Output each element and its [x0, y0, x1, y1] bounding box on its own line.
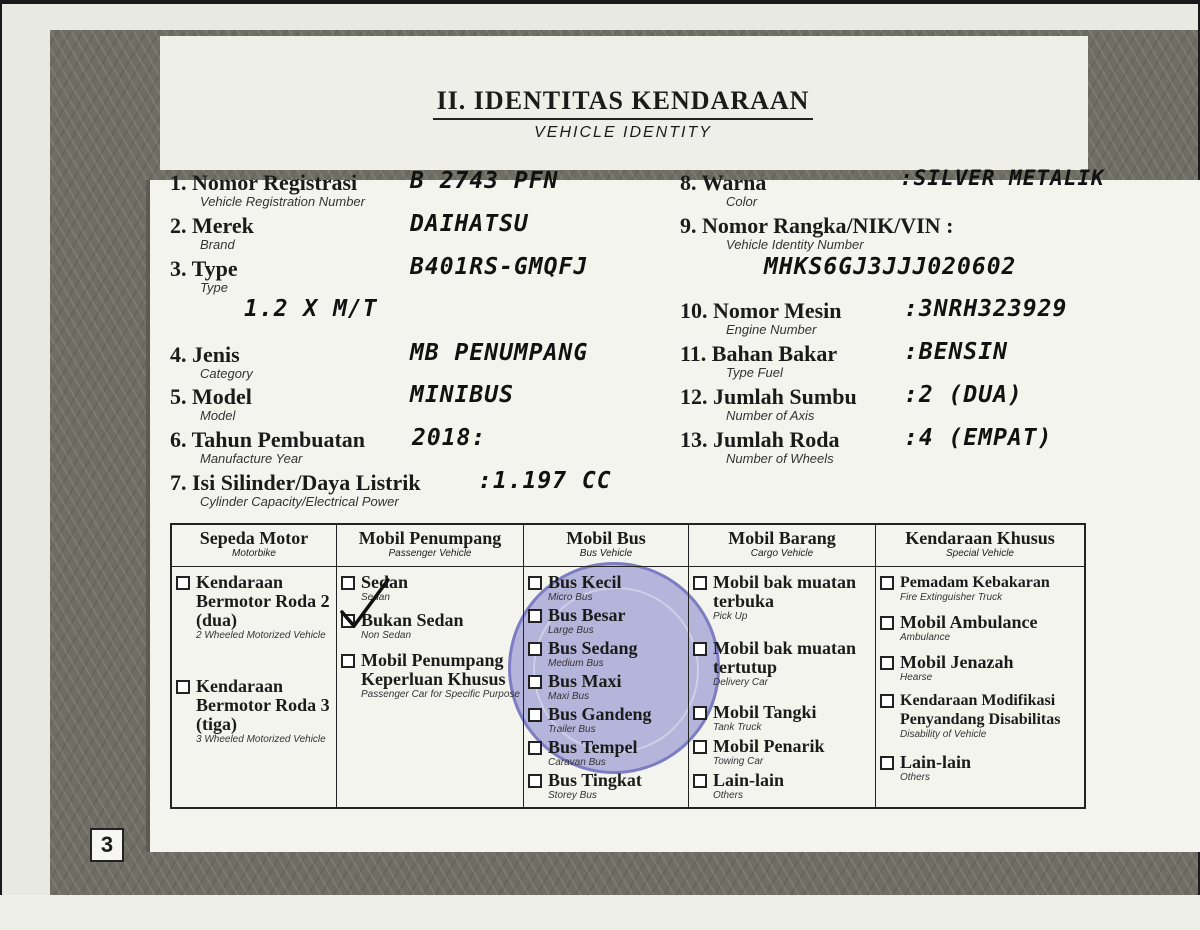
option-label: Mobil Penarik — [713, 736, 825, 756]
field-value-year: 2018: — [412, 425, 487, 451]
checkbox[interactable] — [341, 654, 355, 668]
checkbox[interactable] — [528, 609, 542, 623]
checkbox[interactable] — [880, 694, 894, 708]
field-vin — [680, 213, 953, 239]
option-sublabel: Non Sedan — [361, 630, 412, 641]
option-sublabel: Medium Bus — [548, 658, 604, 669]
option-label: Lain-lain — [900, 752, 972, 772]
option-sublabel: Micro Bus — [548, 592, 593, 603]
option-sublabel: Passenger Car for Specific Purpose — [361, 689, 520, 700]
option-sublabel: 2 Wheeled Motorized Vehicle — [196, 630, 326, 641]
option-label: Bus Gandeng — [548, 704, 652, 724]
category-subtitle: Special Vehicle — [945, 548, 1014, 559]
option-item — [880, 653, 1082, 683]
checkbox[interactable] — [693, 642, 707, 656]
option-item — [528, 573, 686, 603]
category-header — [172, 525, 336, 567]
field-sublabel: Number of Axis — [726, 408, 815, 423]
field-sublabel: Vehicle Registration Number — [200, 194, 365, 209]
field-label: 13. Jumlah Roda — [680, 427, 840, 452]
field-label: 4. Jenis — [170, 342, 240, 367]
checkbox[interactable] — [693, 576, 707, 590]
checkbox[interactable] — [693, 706, 707, 720]
field-engine — [680, 298, 842, 324]
field-sublabel: Type Fuel — [726, 365, 783, 380]
option-sublabel: Ambulance — [900, 632, 951, 643]
checkbox[interactable] — [176, 680, 190, 694]
option-label: Bus Besar — [548, 605, 626, 625]
option-label: Bukan Sedan — [361, 610, 464, 630]
option-label: Bus Maxi — [548, 671, 622, 691]
option-item — [693, 703, 873, 733]
option-label: Bus Sedang — [548, 638, 638, 658]
option-label: Bus Tempel — [548, 737, 638, 757]
option-sublabel: Hearse — [900, 672, 933, 683]
option-label: Mobil bak muatan terbuka — [713, 572, 857, 611]
checkbox[interactable] — [880, 756, 894, 770]
field-sublabel: Manufacture Year — [200, 451, 303, 466]
section-heading — [418, 86, 828, 142]
field-sublabel: Model — [200, 408, 236, 423]
field-registration — [170, 170, 357, 196]
option-sublabel: Sedan — [361, 592, 390, 603]
field-label: 1. Nomor Registrasi — [170, 170, 358, 195]
option-item — [528, 771, 686, 801]
category-title: Sepeda Motor — [199, 528, 309, 548]
field-value-fuel: :BENSIN — [904, 339, 1008, 365]
option-sublabel: 3 Wheeled Motorized Vehicle — [196, 734, 326, 745]
option-sublabel: Large Bus — [548, 625, 594, 636]
option-item — [528, 705, 686, 735]
vehicle-category-table — [170, 523, 1086, 809]
section-subtitle: VEHICLE IDENTITY — [534, 124, 712, 141]
section-title: II. IDENTITAS KENDARAAN — [433, 86, 814, 120]
option-sublabel: Maxi Bus — [548, 691, 590, 702]
field-year — [170, 427, 365, 453]
option-item — [528, 672, 686, 702]
option-sublabel: Disability of Vehicle — [900, 729, 987, 740]
option-label: Lain-lain — [713, 770, 785, 790]
field-value-brand: DAIHATSU — [410, 211, 529, 237]
option-label: Bus Kecil — [548, 572, 622, 592]
field-sublabel: Type — [200, 280, 228, 295]
category-subtitle: Bus Vehicle — [579, 548, 633, 559]
option-label: Mobil Jenazah — [900, 652, 1014, 672]
option-item — [176, 573, 334, 641]
field-type — [170, 256, 238, 282]
field-label: 11. Bahan Bakar — [680, 341, 838, 366]
option-sublabel: Fire Extinguisher Truck — [900, 592, 1003, 603]
category-subtitle: Passenger Vehicle — [388, 548, 472, 559]
field-label: 12. Jumlah Sumbu — [680, 384, 857, 409]
field-value-type-variant: 1.2 X M/T — [244, 296, 378, 322]
checkbox[interactable] — [528, 675, 542, 689]
checkbox[interactable] — [528, 576, 542, 590]
option-sublabel: Storey Bus — [548, 790, 597, 801]
category-column-motorbike — [172, 525, 337, 807]
field-sublabel: Color — [726, 194, 758, 209]
field-label: 9. Nomor Rangka/NIK/VIN : — [680, 213, 954, 238]
field-value-engine: :3NRH323929 — [904, 296, 1068, 322]
option-sublabel: Pick Up — [713, 611, 748, 622]
checkbox[interactable] — [693, 774, 707, 788]
option-item — [528, 738, 686, 768]
field-value-registration: B 2743 PFN — [410, 168, 559, 194]
category-subtitle: Motorbike — [232, 548, 276, 559]
option-item — [880, 613, 1082, 643]
option-sublabel: Towing Car — [713, 756, 764, 767]
option-sublabel: Tank Truck — [713, 722, 762, 733]
field-axis — [680, 384, 857, 410]
field-sublabel: Category — [200, 366, 253, 381]
category-title: Mobil Bus — [566, 528, 646, 548]
category-header — [337, 525, 523, 567]
option-sublabel: Others — [713, 790, 744, 801]
category-header — [876, 525, 1084, 567]
option-item — [693, 771, 873, 801]
field-label: 2. Merek — [170, 213, 254, 238]
checkbox[interactable] — [176, 576, 190, 590]
option-item — [693, 737, 873, 767]
bottom-edge — [0, 895, 1200, 930]
field-color — [680, 170, 766, 196]
checkbox[interactable] — [528, 774, 542, 788]
option-sublabel: Trailer Bus — [548, 724, 596, 735]
category-header — [524, 525, 688, 567]
field-cylinder — [170, 470, 421, 496]
checkbox[interactable] — [528, 642, 542, 656]
checkbox[interactable] — [880, 576, 894, 590]
category-title: Mobil Barang — [728, 528, 836, 548]
option-item — [880, 753, 1082, 783]
category-column-bus — [524, 525, 689, 807]
field-label: 8. Warna — [680, 170, 767, 195]
field-label: 5. Model — [170, 384, 252, 409]
category-column-special — [876, 525, 1084, 807]
field-value-model: MINIBUS — [410, 382, 514, 408]
field-value-type: B401RS-GMQFJ — [410, 254, 589, 280]
option-label: Kendaraan Modifikasi Penyandang Disabilitas — [900, 692, 1061, 728]
field-category — [170, 342, 240, 368]
option-label: Mobil bak muatan tertutup — [713, 638, 857, 677]
category-title: Kendaraan Khusus — [905, 528, 1055, 548]
option-label: Pemadam Kebakaran — [900, 574, 1050, 591]
checkbox[interactable] — [528, 741, 542, 755]
option-item — [880, 691, 1082, 740]
field-value-axis: :2 (DUA) — [904, 382, 1023, 408]
field-sublabel: Number of Wheels — [726, 451, 834, 466]
checkmark-icon — [336, 574, 396, 634]
field-sublabel: Vehicle Identity Number — [726, 237, 864, 252]
option-label: Sedan — [361, 572, 409, 592]
checkbox[interactable] — [528, 708, 542, 722]
option-label: Kendaraan Bermotor Roda 2 (dua) — [196, 572, 330, 630]
field-value-color: :SILVER METALIK — [900, 166, 1105, 190]
category-header — [689, 525, 875, 567]
field-label: 6. Tahun Pembuatan — [170, 427, 366, 452]
field-value-vin: MHKS6GJ3JJJ020602 — [764, 254, 1017, 280]
option-label: Bus Tingkat — [548, 770, 642, 790]
field-label: 7. Isi Silinder/Daya Listrik — [170, 470, 421, 495]
field-value-wheels: :4 (EMPAT) — [904, 425, 1053, 451]
option-sublabel: Others — [900, 772, 931, 783]
field-value-category: MB PENUMPANG — [410, 340, 589, 366]
option-item — [341, 651, 521, 700]
field-sublabel: Cylinder Capacity/Electrical Power — [200, 494, 399, 509]
option-sublabel: Delivery Car — [713, 677, 769, 688]
category-title: Mobil Penumpang — [358, 528, 502, 548]
option-label: Mobil Penumpang Keperluan Khusus — [361, 650, 506, 689]
option-item — [880, 573, 1082, 603]
option-item — [176, 677, 334, 745]
option-label: Kendaraan Bermotor Roda 3 (tiga) — [196, 676, 330, 734]
field-sublabel: Brand — [200, 237, 235, 252]
field-label: 3. Type — [170, 256, 238, 281]
field-brand — [170, 213, 254, 239]
field-model — [170, 384, 252, 410]
option-item — [528, 606, 686, 636]
option-item — [693, 573, 873, 622]
page-number: 3 — [90, 828, 124, 862]
field-label: 10. Nomor Mesin — [680, 298, 842, 323]
checkbox[interactable] — [880, 656, 894, 670]
field-wheels — [680, 427, 840, 453]
category-subtitle: Cargo Vehicle — [750, 548, 814, 559]
option-item — [693, 639, 873, 688]
category-column-passenger — [337, 525, 524, 807]
checkbox[interactable] — [880, 616, 894, 630]
option-item — [528, 639, 686, 669]
checkbox[interactable] — [693, 740, 707, 754]
option-label: Mobil Ambulance — [900, 612, 1038, 632]
category-column-cargo — [689, 525, 876, 807]
field-value-cylinder: :1.197 CC — [478, 468, 612, 494]
field-sublabel: Engine Number — [726, 322, 817, 337]
option-label: Mobil Tangki — [713, 702, 817, 722]
option-sublabel: Caravan Bus — [548, 757, 606, 768]
field-fuel — [680, 341, 837, 367]
